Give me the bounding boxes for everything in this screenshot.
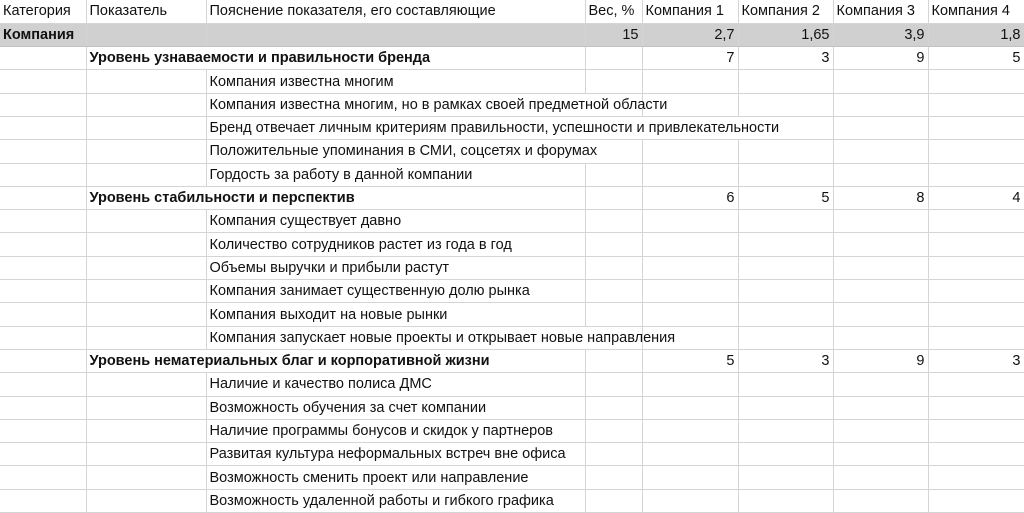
empty-cell[interactable] bbox=[738, 280, 833, 303]
empty-cell[interactable] bbox=[928, 419, 1024, 442]
header-row bbox=[0, 0, 1024, 23]
total-company-4-cell[interactable]: 1,8 bbox=[928, 23, 1024, 46]
empty-cell[interactable] bbox=[0, 303, 86, 326]
empty-cell[interactable] bbox=[0, 70, 86, 93]
empty-cell[interactable] bbox=[928, 303, 1024, 326]
empty-cell[interactable] bbox=[0, 186, 86, 209]
criterion-row bbox=[0, 116, 1024, 139]
empty-cell[interactable] bbox=[642, 419, 738, 442]
criterion-text-cell[interactable]: Положительные упоминания в СМИ, соцсетях и форумах bbox=[206, 140, 642, 163]
empty-cell[interactable] bbox=[585, 303, 642, 326]
empty-cell[interactable] bbox=[86, 210, 206, 233]
indicator-row bbox=[0, 186, 1024, 209]
empty-cell[interactable] bbox=[0, 280, 86, 303]
empty-cell[interactable] bbox=[928, 466, 1024, 489]
empty-cell[interactable] bbox=[833, 93, 928, 116]
empty-cell[interactable] bbox=[642, 303, 738, 326]
criterion-row bbox=[0, 489, 1024, 512]
empty-cell[interactable] bbox=[86, 23, 206, 46]
empty-cell[interactable] bbox=[833, 256, 928, 279]
empty-cell[interactable] bbox=[86, 326, 206, 349]
score-company-4-cell[interactable]: 5 bbox=[928, 47, 1024, 70]
empty-cell[interactable] bbox=[833, 210, 928, 233]
column-header-company-1[interactable]: Компания 1 bbox=[642, 0, 738, 23]
empty-cell[interactable] bbox=[738, 140, 833, 163]
empty-cell[interactable] bbox=[928, 256, 1024, 279]
total-row bbox=[0, 23, 1024, 46]
empty-cell[interactable] bbox=[738, 163, 833, 186]
column-header-company-4[interactable]: Компания 4 bbox=[928, 0, 1024, 23]
criterion-text-cell[interactable]: Возможность удаленной работы и гибкого графика bbox=[206, 489, 585, 512]
empty-cell[interactable] bbox=[928, 210, 1024, 233]
criterion-text-cell[interactable]: Количество сотрудников растет из года в год bbox=[206, 233, 585, 256]
empty-cell[interactable] bbox=[833, 70, 928, 93]
empty-cell[interactable] bbox=[928, 233, 1024, 256]
score-company-2-cell[interactable]: 3 bbox=[738, 47, 833, 70]
criterion-row bbox=[0, 93, 1024, 116]
empty-cell[interactable] bbox=[833, 140, 928, 163]
empty-cell[interactable] bbox=[833, 303, 928, 326]
score-company-2-cell[interactable]: 5 bbox=[738, 186, 833, 209]
criterion-row bbox=[0, 466, 1024, 489]
empty-cell[interactable] bbox=[833, 419, 928, 442]
total-company-1-cell[interactable]: 2,7 bbox=[642, 23, 738, 46]
empty-cell[interactable] bbox=[738, 466, 833, 489]
column-header-explanation[interactable]: Пояснение показателя, его составляющие bbox=[206, 0, 585, 23]
empty-cell[interactable] bbox=[738, 326, 833, 349]
criterion-row bbox=[0, 70, 1024, 93]
empty-cell[interactable] bbox=[738, 443, 833, 466]
indicator-row bbox=[0, 349, 1024, 372]
empty-cell[interactable] bbox=[0, 396, 86, 419]
empty-cell[interactable] bbox=[206, 23, 585, 46]
indicator-label-cell[interactable]: Уровень узнаваемости и правильности бренда bbox=[86, 47, 585, 70]
empty-cell[interactable] bbox=[86, 140, 206, 163]
empty-cell[interactable] bbox=[585, 256, 642, 279]
criterion-text-cell[interactable]: Компания занимает существенную долю рынка bbox=[206, 280, 585, 303]
empty-cell[interactable] bbox=[833, 280, 928, 303]
empty-cell[interactable] bbox=[0, 349, 86, 372]
empty-cell[interactable] bbox=[585, 186, 642, 209]
empty-cell[interactable] bbox=[928, 373, 1024, 396]
score-company-1-cell[interactable]: 6 bbox=[642, 186, 738, 209]
empty-cell[interactable] bbox=[642, 443, 738, 466]
empty-cell[interactable] bbox=[585, 233, 642, 256]
empty-cell[interactable] bbox=[585, 210, 642, 233]
empty-cell[interactable] bbox=[585, 163, 642, 186]
empty-cell[interactable] bbox=[0, 233, 86, 256]
empty-cell[interactable] bbox=[86, 70, 206, 93]
criterion-text-cell[interactable]: Развитая культура неформальных встреч вне офиса bbox=[206, 443, 585, 466]
empty-cell[interactable] bbox=[833, 163, 928, 186]
empty-cell[interactable] bbox=[86, 396, 206, 419]
score-company-3-cell[interactable]: 8 bbox=[833, 186, 928, 209]
empty-cell[interactable] bbox=[738, 93, 833, 116]
score-company-3-cell[interactable]: 9 bbox=[833, 349, 928, 372]
empty-cell[interactable] bbox=[928, 396, 1024, 419]
empty-cell[interactable] bbox=[833, 116, 928, 139]
empty-cell[interactable] bbox=[86, 303, 206, 326]
empty-cell[interactable] bbox=[642, 373, 738, 396]
criterion-text-cell[interactable]: Компания запускает новые проекты и открывает новые направления bbox=[206, 326, 642, 349]
empty-cell[interactable] bbox=[0, 93, 86, 116]
indicator-row bbox=[0, 47, 1024, 70]
empty-cell[interactable] bbox=[0, 47, 86, 70]
empty-cell[interactable] bbox=[738, 210, 833, 233]
total-company-3-cell[interactable]: 3,9 bbox=[833, 23, 928, 46]
score-company-4-cell[interactable]: 4 bbox=[928, 186, 1024, 209]
indicator-label-cell[interactable]: Уровень нематериальных благ и корпоративной жизни bbox=[86, 349, 585, 372]
total-label-cell[interactable]: Компания bbox=[0, 23, 86, 46]
column-header-weight[interactable]: Вес, % bbox=[585, 0, 642, 23]
criterion-text-cell[interactable]: Наличие и качество полиса ДМС bbox=[206, 373, 585, 396]
empty-cell[interactable] bbox=[642, 163, 738, 186]
total-company-2-cell[interactable]: 1,65 bbox=[738, 23, 833, 46]
empty-cell[interactable] bbox=[86, 419, 206, 442]
empty-cell[interactable] bbox=[928, 140, 1024, 163]
empty-cell[interactable] bbox=[833, 233, 928, 256]
empty-cell[interactable] bbox=[928, 280, 1024, 303]
empty-cell[interactable] bbox=[642, 280, 738, 303]
empty-cell[interactable] bbox=[0, 443, 86, 466]
score-company-4-cell[interactable]: 3 bbox=[928, 349, 1024, 372]
empty-cell[interactable] bbox=[833, 466, 928, 489]
criterion-text-cell[interactable]: Компания известна многим bbox=[206, 70, 585, 93]
criterion-row bbox=[0, 326, 1024, 349]
empty-cell[interactable] bbox=[833, 396, 928, 419]
empty-cell[interactable] bbox=[86, 489, 206, 512]
column-header-indicator[interactable]: Показатель bbox=[86, 0, 206, 23]
criterion-text-cell[interactable]: Бренд отвечает личным критериям правильности, успешности и привлекательности bbox=[206, 116, 833, 139]
criterion-text-cell[interactable]: Объемы выручки и прибыли растут bbox=[206, 256, 585, 279]
empty-cell[interactable] bbox=[642, 140, 738, 163]
empty-cell[interactable] bbox=[86, 93, 206, 116]
empty-cell[interactable] bbox=[738, 373, 833, 396]
criterion-text-cell[interactable]: Возможность обучения за счет компании bbox=[206, 396, 585, 419]
empty-cell[interactable] bbox=[0, 140, 86, 163]
criterion-row bbox=[0, 419, 1024, 442]
empty-cell[interactable] bbox=[585, 419, 642, 442]
criterion-row bbox=[0, 233, 1024, 256]
criterion-row bbox=[0, 303, 1024, 326]
empty-cell[interactable] bbox=[928, 163, 1024, 186]
score-company-1-cell[interactable]: 5 bbox=[642, 349, 738, 372]
empty-cell[interactable] bbox=[928, 93, 1024, 116]
criterion-text-cell[interactable]: Компания существует давно bbox=[206, 210, 585, 233]
empty-cell[interactable] bbox=[86, 256, 206, 279]
criterion-text-cell[interactable]: Возможность сменить проект или направление bbox=[206, 466, 585, 489]
empty-cell[interactable] bbox=[585, 280, 642, 303]
score-company-1-cell[interactable]: 7 bbox=[642, 47, 738, 70]
empty-cell[interactable] bbox=[833, 489, 928, 512]
empty-cell[interactable] bbox=[642, 466, 738, 489]
indicator-label-cell[interactable]: Уровень стабильности и перспектив bbox=[86, 186, 585, 209]
empty-cell[interactable] bbox=[642, 489, 738, 512]
empty-cell[interactable] bbox=[928, 326, 1024, 349]
empty-cell[interactable] bbox=[0, 419, 86, 442]
empty-cell[interactable] bbox=[86, 373, 206, 396]
empty-cell[interactable] bbox=[585, 489, 642, 512]
empty-cell[interactable] bbox=[86, 466, 206, 489]
empty-cell[interactable] bbox=[0, 210, 86, 233]
empty-cell[interactable] bbox=[738, 396, 833, 419]
empty-cell[interactable] bbox=[738, 70, 833, 93]
empty-cell[interactable] bbox=[86, 116, 206, 139]
empty-cell[interactable] bbox=[0, 256, 86, 279]
empty-cell[interactable] bbox=[642, 70, 738, 93]
empty-cell[interactable] bbox=[86, 163, 206, 186]
criterion-text-cell[interactable]: Компания выходит на новые рынки bbox=[206, 303, 585, 326]
criterion-text-cell[interactable]: Наличие программы бонусов и скидок у партнеров bbox=[206, 419, 585, 442]
empty-cell[interactable] bbox=[738, 303, 833, 326]
empty-cell[interactable] bbox=[642, 210, 738, 233]
score-company-2-cell[interactable]: 3 bbox=[738, 349, 833, 372]
empty-cell[interactable] bbox=[0, 489, 86, 512]
empty-cell[interactable] bbox=[928, 443, 1024, 466]
empty-cell[interactable] bbox=[585, 70, 642, 93]
empty-cell[interactable] bbox=[642, 233, 738, 256]
empty-cell[interactable] bbox=[642, 256, 738, 279]
empty-cell[interactable] bbox=[928, 70, 1024, 93]
criterion-row bbox=[0, 140, 1024, 163]
empty-cell[interactable] bbox=[738, 233, 833, 256]
criterion-row bbox=[0, 280, 1024, 303]
empty-cell[interactable] bbox=[585, 396, 642, 419]
empty-cell[interactable] bbox=[0, 466, 86, 489]
empty-cell[interactable] bbox=[928, 116, 1024, 139]
empty-cell[interactable] bbox=[0, 373, 86, 396]
empty-cell[interactable] bbox=[86, 233, 206, 256]
column-header-company-3[interactable]: Компания 3 bbox=[833, 0, 928, 23]
empty-cell[interactable] bbox=[585, 443, 642, 466]
criterion-row bbox=[0, 443, 1024, 466]
criterion-text-cell[interactable]: Компания известна многим, но в рамках своей предметной области bbox=[206, 93, 642, 116]
column-header-category[interactable]: Категория bbox=[0, 0, 86, 23]
empty-cell[interactable] bbox=[86, 280, 206, 303]
empty-cell[interactable] bbox=[0, 116, 86, 139]
empty-cell[interactable] bbox=[0, 326, 86, 349]
empty-cell[interactable] bbox=[585, 349, 642, 372]
empty-cell[interactable] bbox=[833, 443, 928, 466]
criterion-row bbox=[0, 373, 1024, 396]
total-weight-cell[interactable]: 15 bbox=[585, 23, 642, 46]
empty-cell[interactable] bbox=[928, 489, 1024, 512]
empty-cell[interactable] bbox=[833, 326, 928, 349]
empty-cell[interactable] bbox=[738, 489, 833, 512]
empty-cell[interactable] bbox=[833, 373, 928, 396]
criterion-row bbox=[0, 396, 1024, 419]
empty-cell[interactable] bbox=[642, 396, 738, 419]
criterion-row bbox=[0, 163, 1024, 186]
empty-cell[interactable] bbox=[738, 419, 833, 442]
empty-cell[interactable] bbox=[738, 256, 833, 279]
empty-cell[interactable] bbox=[585, 373, 642, 396]
criterion-row bbox=[0, 210, 1024, 233]
column-header-company-2[interactable]: Компания 2 bbox=[738, 0, 833, 23]
empty-cell[interactable] bbox=[585, 466, 642, 489]
empty-cell[interactable] bbox=[0, 163, 86, 186]
empty-cell[interactable] bbox=[86, 443, 206, 466]
criterion-text-cell[interactable]: Гордость за работу в данной компании bbox=[206, 163, 585, 186]
empty-cell[interactable] bbox=[585, 47, 642, 70]
criterion-row bbox=[0, 256, 1024, 279]
score-company-3-cell[interactable]: 9 bbox=[833, 47, 928, 70]
